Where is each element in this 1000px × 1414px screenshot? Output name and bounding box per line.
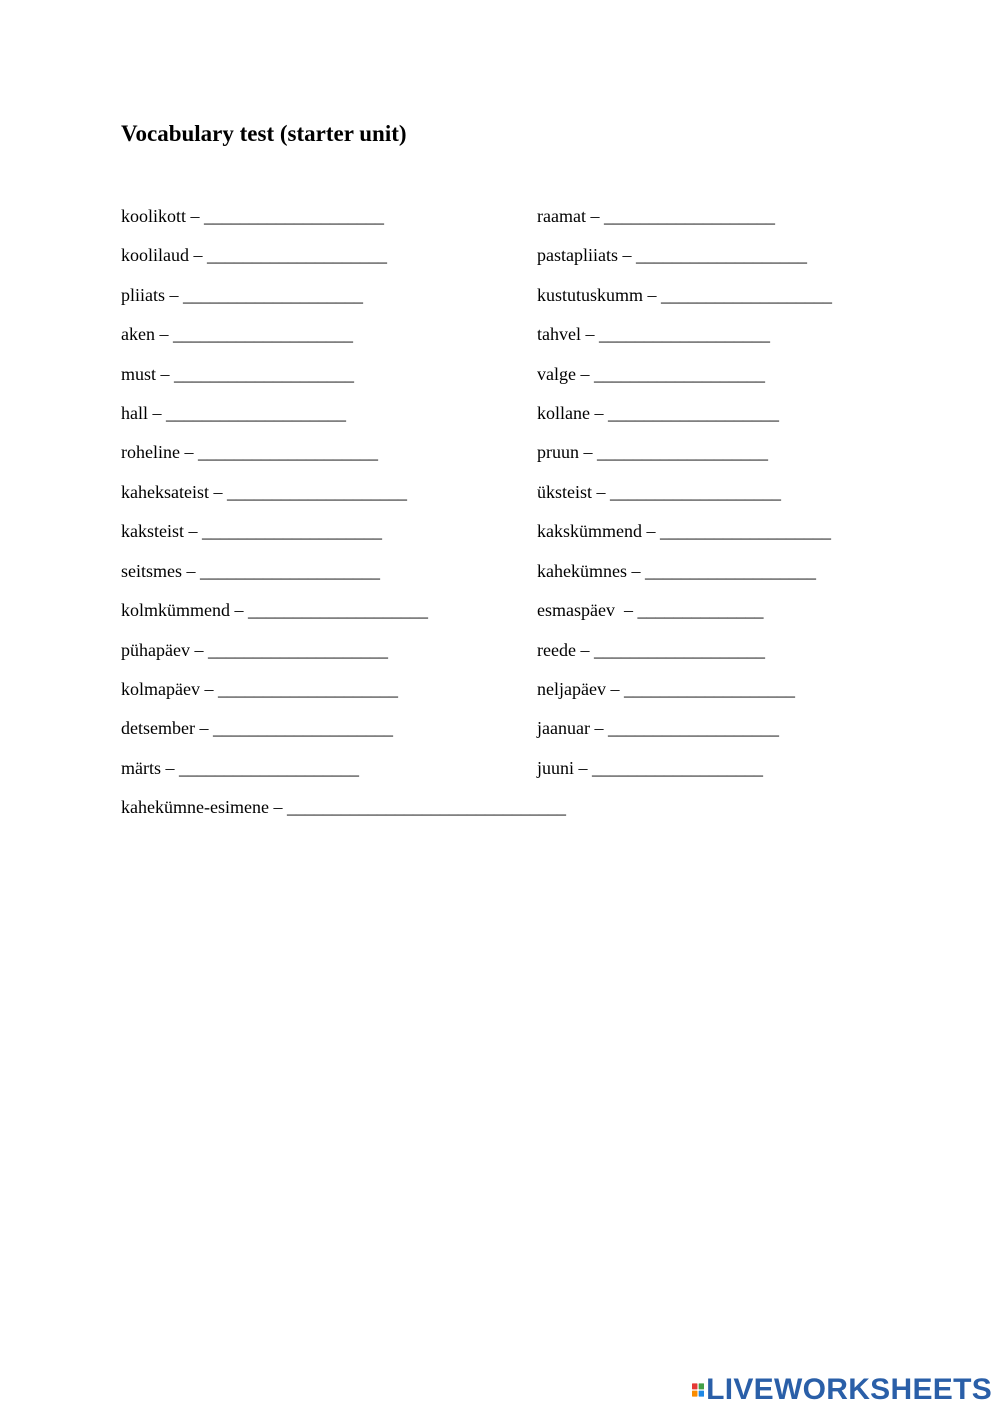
vocab-item: pastapliiats – ___________________ bbox=[537, 245, 807, 265]
vocab-item: pruun – ___________________ bbox=[537, 442, 768, 462]
vocab-item-last: kahekümne-esimene – _______________________________ bbox=[121, 797, 566, 817]
vocab-item: kahekümnes – ___________________ bbox=[537, 561, 816, 581]
logo-square-green bbox=[699, 1383, 704, 1389]
vocab-item: koolilaud – ____________________ bbox=[121, 245, 387, 265]
vocab-item: koolikott – ____________________ bbox=[121, 206, 385, 226]
logo-square-red bbox=[692, 1383, 697, 1389]
vocab-item: pliiats – ____________________ bbox=[121, 285, 363, 305]
vocab-item: kustutuskumm – ___________________ bbox=[537, 285, 833, 305]
vocab-item: tahvel – ___________________ bbox=[537, 324, 770, 344]
vocab-item: märts – ____________________ bbox=[121, 758, 359, 778]
liveworksheets-logo-icon bbox=[692, 1376, 704, 1404]
vocab-item: kaheksateist – ____________________ bbox=[121, 482, 407, 502]
vocab-item: detsember – ____________________ bbox=[121, 718, 393, 738]
vocab-item: hall – ____________________ bbox=[121, 403, 346, 423]
logo-square-blue bbox=[699, 1391, 704, 1397]
vocab-item: roheline – ____________________ bbox=[121, 442, 378, 462]
vocab-item: kolmkümmend – ____________________ bbox=[121, 600, 428, 620]
vocab-item: reede – ___________________ bbox=[537, 640, 765, 660]
vocab-item: üksteist – ___________________ bbox=[537, 482, 782, 502]
vocab-item: juuni – ___________________ bbox=[537, 758, 764, 778]
vocab-item: esmaspäev – ______________ bbox=[537, 600, 764, 620]
vocab-item: raamat – ___________________ bbox=[537, 206, 775, 226]
vocab-item: seitsmes – ____________________ bbox=[121, 561, 380, 581]
vocab-item: jaanuar – ___________________ bbox=[537, 718, 779, 738]
vocab-item: kaksteist – ____________________ bbox=[121, 521, 382, 541]
vocab-item: pühapäev – ____________________ bbox=[121, 640, 388, 660]
liveworksheets-logo-text: LIVEWORKSHEETS bbox=[706, 1373, 992, 1406]
vocab-item: kolmapäev – ____________________ bbox=[121, 679, 398, 699]
vocab-item: neljapäev – ___________________ bbox=[537, 679, 795, 699]
liveworksheets-logo bbox=[692, 1373, 992, 1407]
vocab-item: kakskümmend – ___________________ bbox=[537, 521, 831, 541]
page-title: Vocabulary test (starter unit) bbox=[121, 121, 407, 146]
vocab-item: kollane – ___________________ bbox=[537, 403, 779, 423]
vocab-item: aken – ____________________ bbox=[121, 324, 353, 344]
vocab-item: valge – ___________________ bbox=[537, 364, 765, 384]
logo-square-orange bbox=[692, 1391, 697, 1397]
vocab-item: must – ____________________ bbox=[121, 364, 355, 384]
